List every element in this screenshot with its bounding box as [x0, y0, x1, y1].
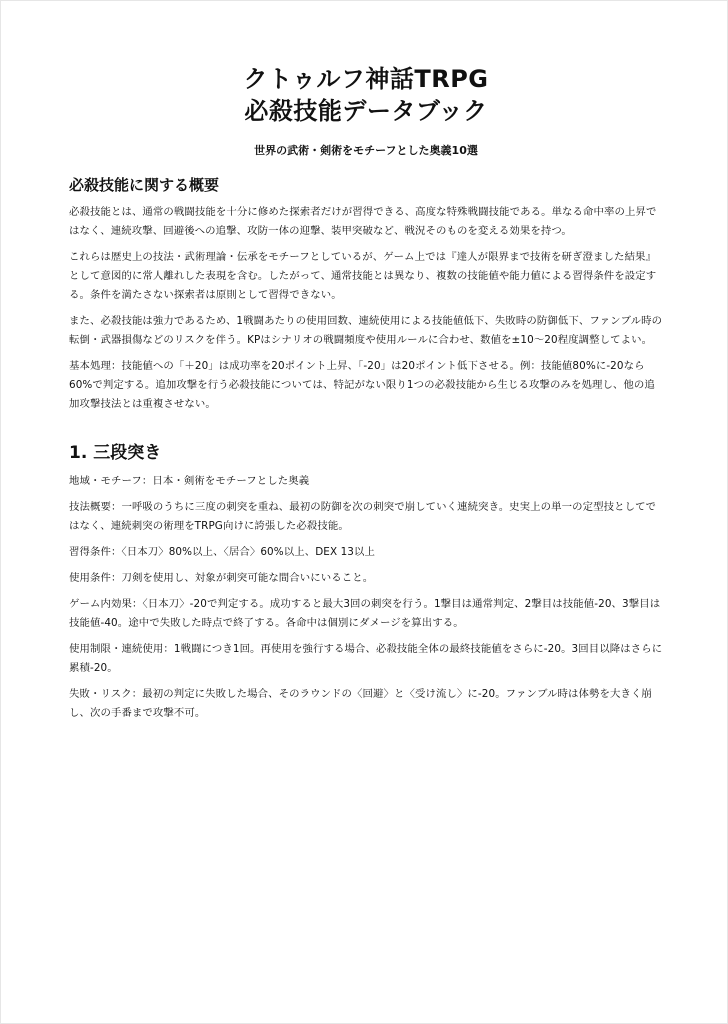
technique-1-summary: 技法概要：一呼吸のうちに三度の刺突を重ね、最初の防御を次の刺突で崩していく連続突き。史実上の単一の定型技としてではなく、連続刺突の術理をTRPG向けに誇張した必殺技能。 — [69, 501, 657, 532]
technique-1-region: 地域・モチーフ：日本・剣術をモチーフとした奥義 — [69, 475, 310, 487]
document-title — [69, 63, 663, 127]
technique-1-limits: 使用制限・連続使用：1戦闘につき1回。再使用を強行する場合、必殺技能全体の最終技能値をさらに-20。3回目以降はさらに累積-20。 — [69, 643, 663, 674]
technique-1-use-conditions: 使用条件：刀剣を使用し、対象が刺突可能な間合いにいること。 — [69, 572, 374, 584]
technique-1-game-effect: ゲーム内効果：〈日本刀〉-20で判定する。成功すると最大3回の刺突を行う。1撃目は通常判定、2撃目は技能値-20、3撃目は技能値-40。途中で失敗した時点で終了する。各命中は個別にダメージを算出する。 — [69, 598, 661, 629]
document-subtitle: 世界の武術・剣術をモチーフとした奥義10選 — [254, 144, 478, 157]
overview-paragraph-2: これらは歴史上の技法・武術理論・伝承をモチーフとしているが、ゲーム上では『達人が限界まで技術を研ぎ澄ました結果』として意図的に常人離れした表現を含む。したがって、通常技能とは異なり、複数の技能値や能力値による習得条件を設定する。条件を満たさない探索者は原則として習得できない。 — [69, 251, 657, 301]
title-line-1: クトゥルフ神話TRPG — [243, 65, 489, 93]
technique-1-heading: 1. 三段突き — [69, 443, 162, 463]
page-content — [69, 63, 663, 730]
overview-paragraph-4: 基本処理：技能値への「＋20」は成功率を20ポイント上昇、「-20」は20ポイント低下させる。例：技能値80%に-20なら60%で判定する。追加攻撃を行う必殺技能については、特記がない限り1つの必殺技能から生じる攻撃のみを処理し、他の追加攻撃技法とは重複させない。 — [69, 360, 655, 410]
overview-heading: 必殺技能に関する概要 — [69, 176, 220, 194]
overview-paragraph-1: 必殺技能とは、通常の戦闘技能を十分に修めた探索者だけが習得できる、高度な特殊戦闘技能である。単なる命中率の上昇ではなく、連続攻撃、回避後への追撃、攻防一体の迎撃、装甲突破など、戦況そのものを変える効果を持つ。 — [69, 206, 657, 237]
title-line-2: 必殺技能データブック — [244, 97, 488, 125]
overview-paragraph-3: また、必殺技能は強力であるため、1戦闘あたりの使用回数、連続使用による技能値低下、失敗時の防御低下、ファンブル時の転倒・武器損傷などのリスクを伴う。KPはシナリオの戦闘頻度や使用ルールに合わせ、数値を±10〜20程度調整してよい。 — [69, 315, 663, 346]
technique-1-risk: 失敗・リスク：最初の判定に失敗した場合、そのラウンドの〈回避〉と〈受け流し〉に-20。ファンブル時は体勢を大きく崩し、次の手番まで攻撃不可。 — [69, 688, 652, 719]
technique-1-requirements: 習得条件：〈日本刀〉80%以上、〈居合〉60%以上、DEX 13以上 — [69, 546, 375, 558]
